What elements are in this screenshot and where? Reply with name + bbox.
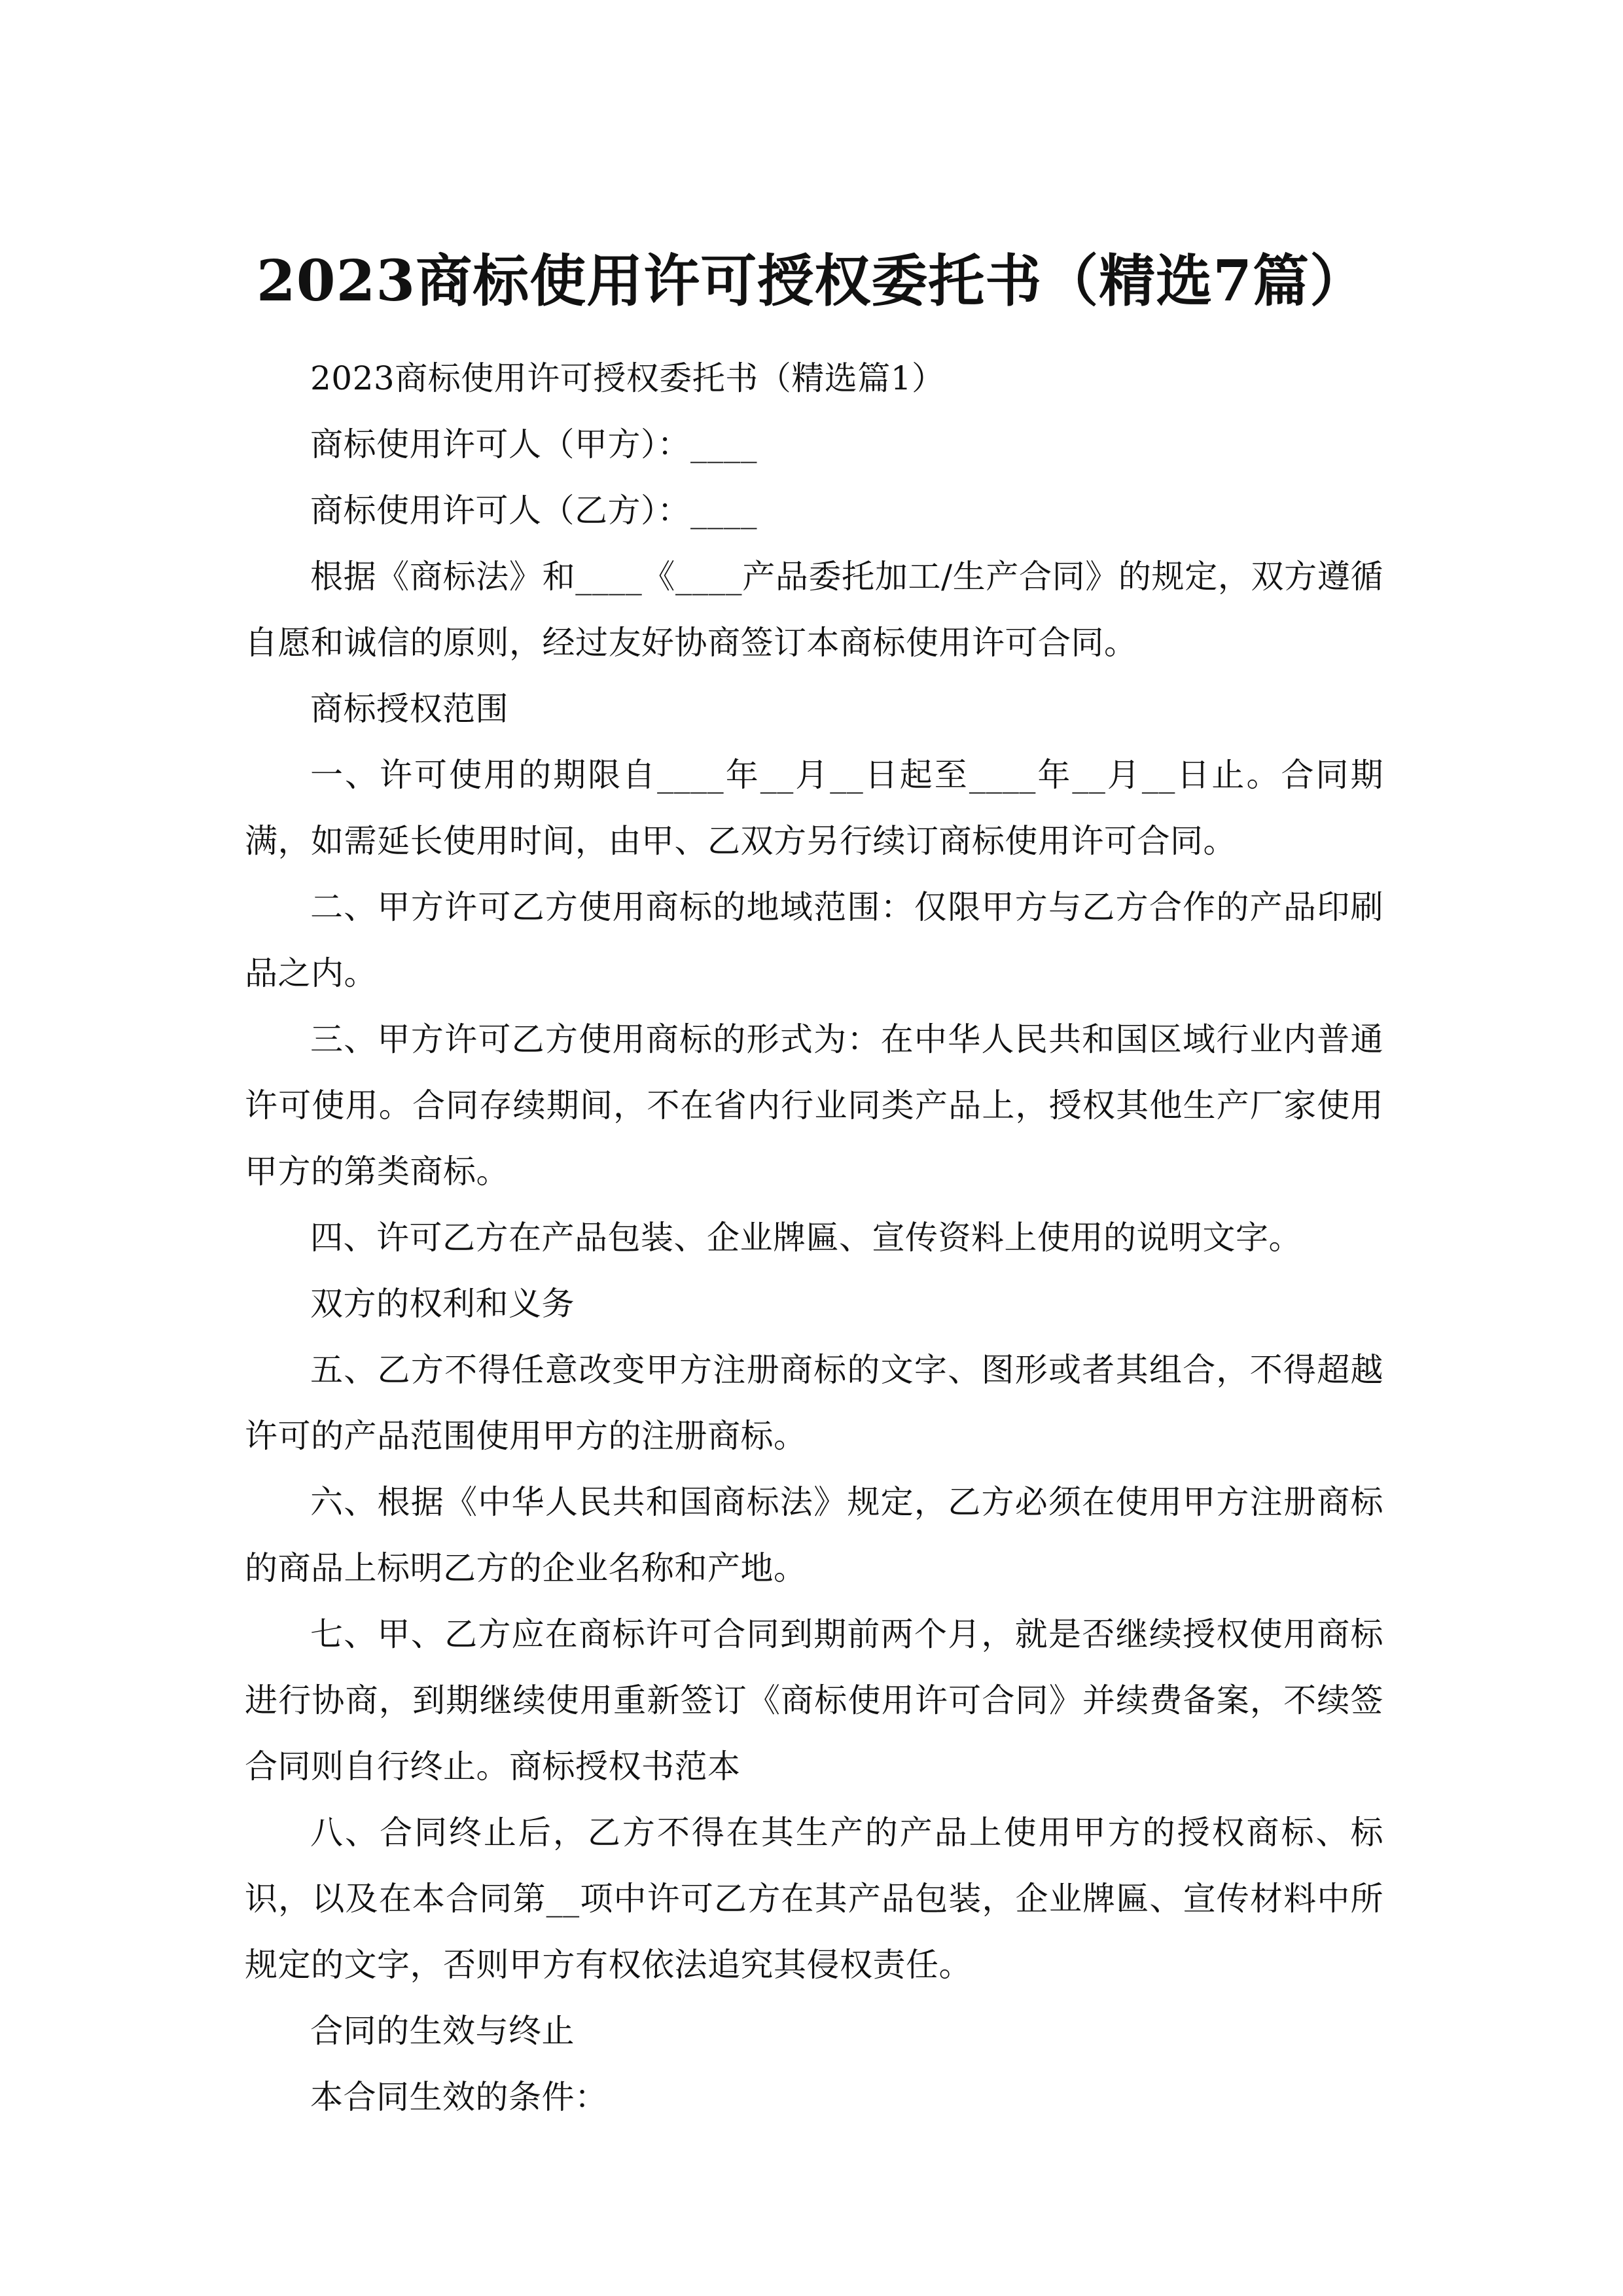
clause-7: 七、甲、乙方应在商标许可合同到期前两个月，就是否继续授权使用商标进行协商，到期继续使用重新签订《商标使用许可合同》并续费备案，不续签合同则自行终止。商标授权书范本	[245, 1615, 1383, 1785]
document-title: 2023商标使用许可授权委托书（精选7篇）	[256, 247, 1367, 314]
clause-8: 八、合同终止后，乙方不得在其生产的产品上使用甲方的授权商标、标识，以及在本合同第__项中许可乙方在其产品包装，企业牌匾、宣传材料中所规定的文字，否则甲方有权依法追究其侵权责任。	[245, 1814, 1383, 1984]
effect-conditions-line: 本合同生效的条件：	[310, 2078, 608, 2116]
preamble-paragraph: 根据《商标法》和____《____产品委托加工/生产合同》的规定，双方遵循自愿和诚信的原则，经过友好协商签订本商标使用许可合同。	[245, 558, 1383, 662]
clause-1: 一、许可使用的期限自____年__月__日起至____年__月__日止。合同期满，如需延长使用时间，由甲、乙双方另行续订商标使用许可合同。	[245, 756, 1383, 860]
clause-6: 六、根据《中华人民共和国商标法》规定，乙方必须在使用甲方注册商标的商品上标明乙方的企业名称和产地。	[245, 1483, 1383, 1587]
clause-4: 四、许可乙方在产品包装、企业牌匾、宣传资料上使用的说明文字。	[310, 1219, 1302, 1257]
document-body	[245, 346, 1383, 2130]
party-a-line: 商标使用许可人（甲方）：____	[310, 425, 757, 463]
party-b-line: 商标使用许可人（乙方）：____	[310, 492, 757, 529]
subtitle-paragraph: 2023商标使用许可授权委托书（精选篇1）	[310, 359, 945, 397]
clause-3: 三、甲方许可乙方使用商标的形式为：在中华人民共和国区域行业内普通许可使用。合同存续期间，不在省内行业同类产品上，授权其他生产厂家使用甲方的第类商标。	[245, 1020, 1383, 1191]
section-heading-rights: 双方的权利和义务	[310, 1285, 575, 1323]
clause-2: 二、甲方许可乙方使用商标的地域范围：仅限甲方与乙方合作的产品印刷品之内。	[245, 888, 1383, 992]
section-heading-scope: 商标授权范围	[310, 690, 508, 728]
section-heading-effect: 合同的生效与终止	[310, 2012, 575, 2050]
clause-5: 五、乙方不得任意改变甲方注册商标的文字、图形或者其组合，不得超越许可的产品范围使用甲方的注册商标。	[245, 1351, 1383, 1455]
